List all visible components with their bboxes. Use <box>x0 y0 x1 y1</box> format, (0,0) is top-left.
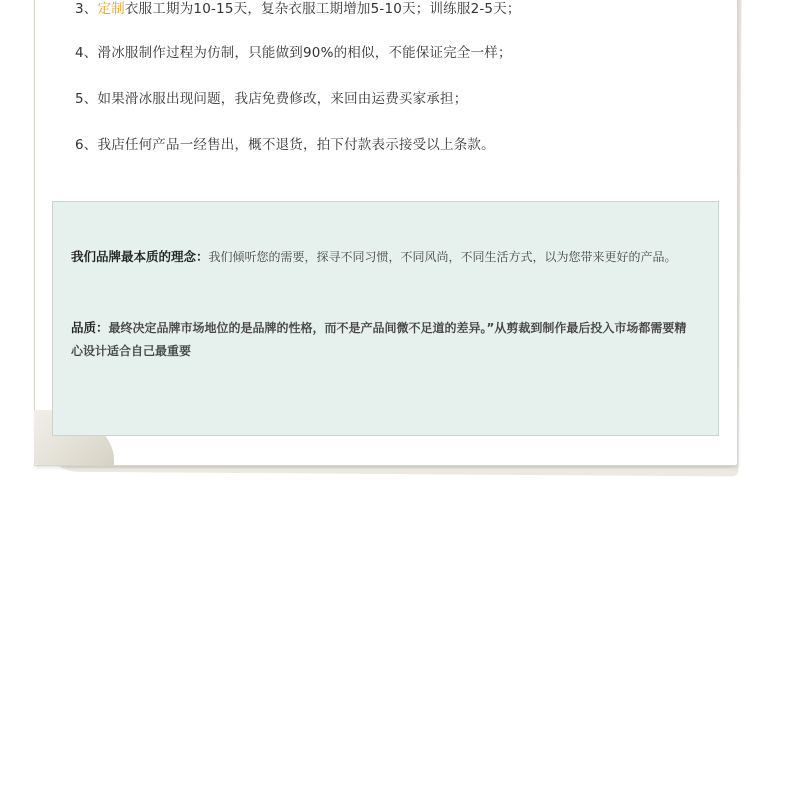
brand-info-box <box>52 201 719 436</box>
quality-paragraph <box>71 316 696 363</box>
philosophy-label: 我们品牌最本质的理念： <box>71 249 209 264</box>
philosophy-paragraph <box>71 245 696 269</box>
term-text: 滑冰服制作过程为仿制，只能做到90%的相似，不能保证完全一样； <box>97 45 512 61</box>
term-index: 5、 <box>75 91 98 107</box>
term-text: 衣服工期为10-15天，复杂衣服工期增加5-10天；训练服2-5天； <box>124 1 521 17</box>
term-index: 6、 <box>75 137 98 153</box>
term-item-4 <box>75 41 512 61</box>
quality-text: 最终决定品牌市场地位的是品牌的性格，而不是产品间微不足道的差异。”从剪裁到制作最后投入市场都需要精心设计适合自己最重要 <box>71 321 687 358</box>
term-highlight: 定制 <box>97 1 125 17</box>
term-text: 如果滑冰服出现问题，我店免费修改，来回由运费买家承担； <box>97 91 468 107</box>
term-index: 3、 <box>75 1 98 17</box>
term-item-3 <box>75 0 521 17</box>
philosophy-text: 我们倾听您的需要，探寻不同习惯，不同风尚，不同生活方式，以为您带来更好的产品。 <box>208 250 677 264</box>
quality-label: 品质： <box>71 320 109 335</box>
term-item-6 <box>75 133 495 153</box>
term-text: 我店任何产品一经售出，概不退货，拍下付款表示接受以上条款。 <box>97 137 495 153</box>
term-item-5 <box>75 87 467 107</box>
term-index: 4、 <box>75 45 98 61</box>
